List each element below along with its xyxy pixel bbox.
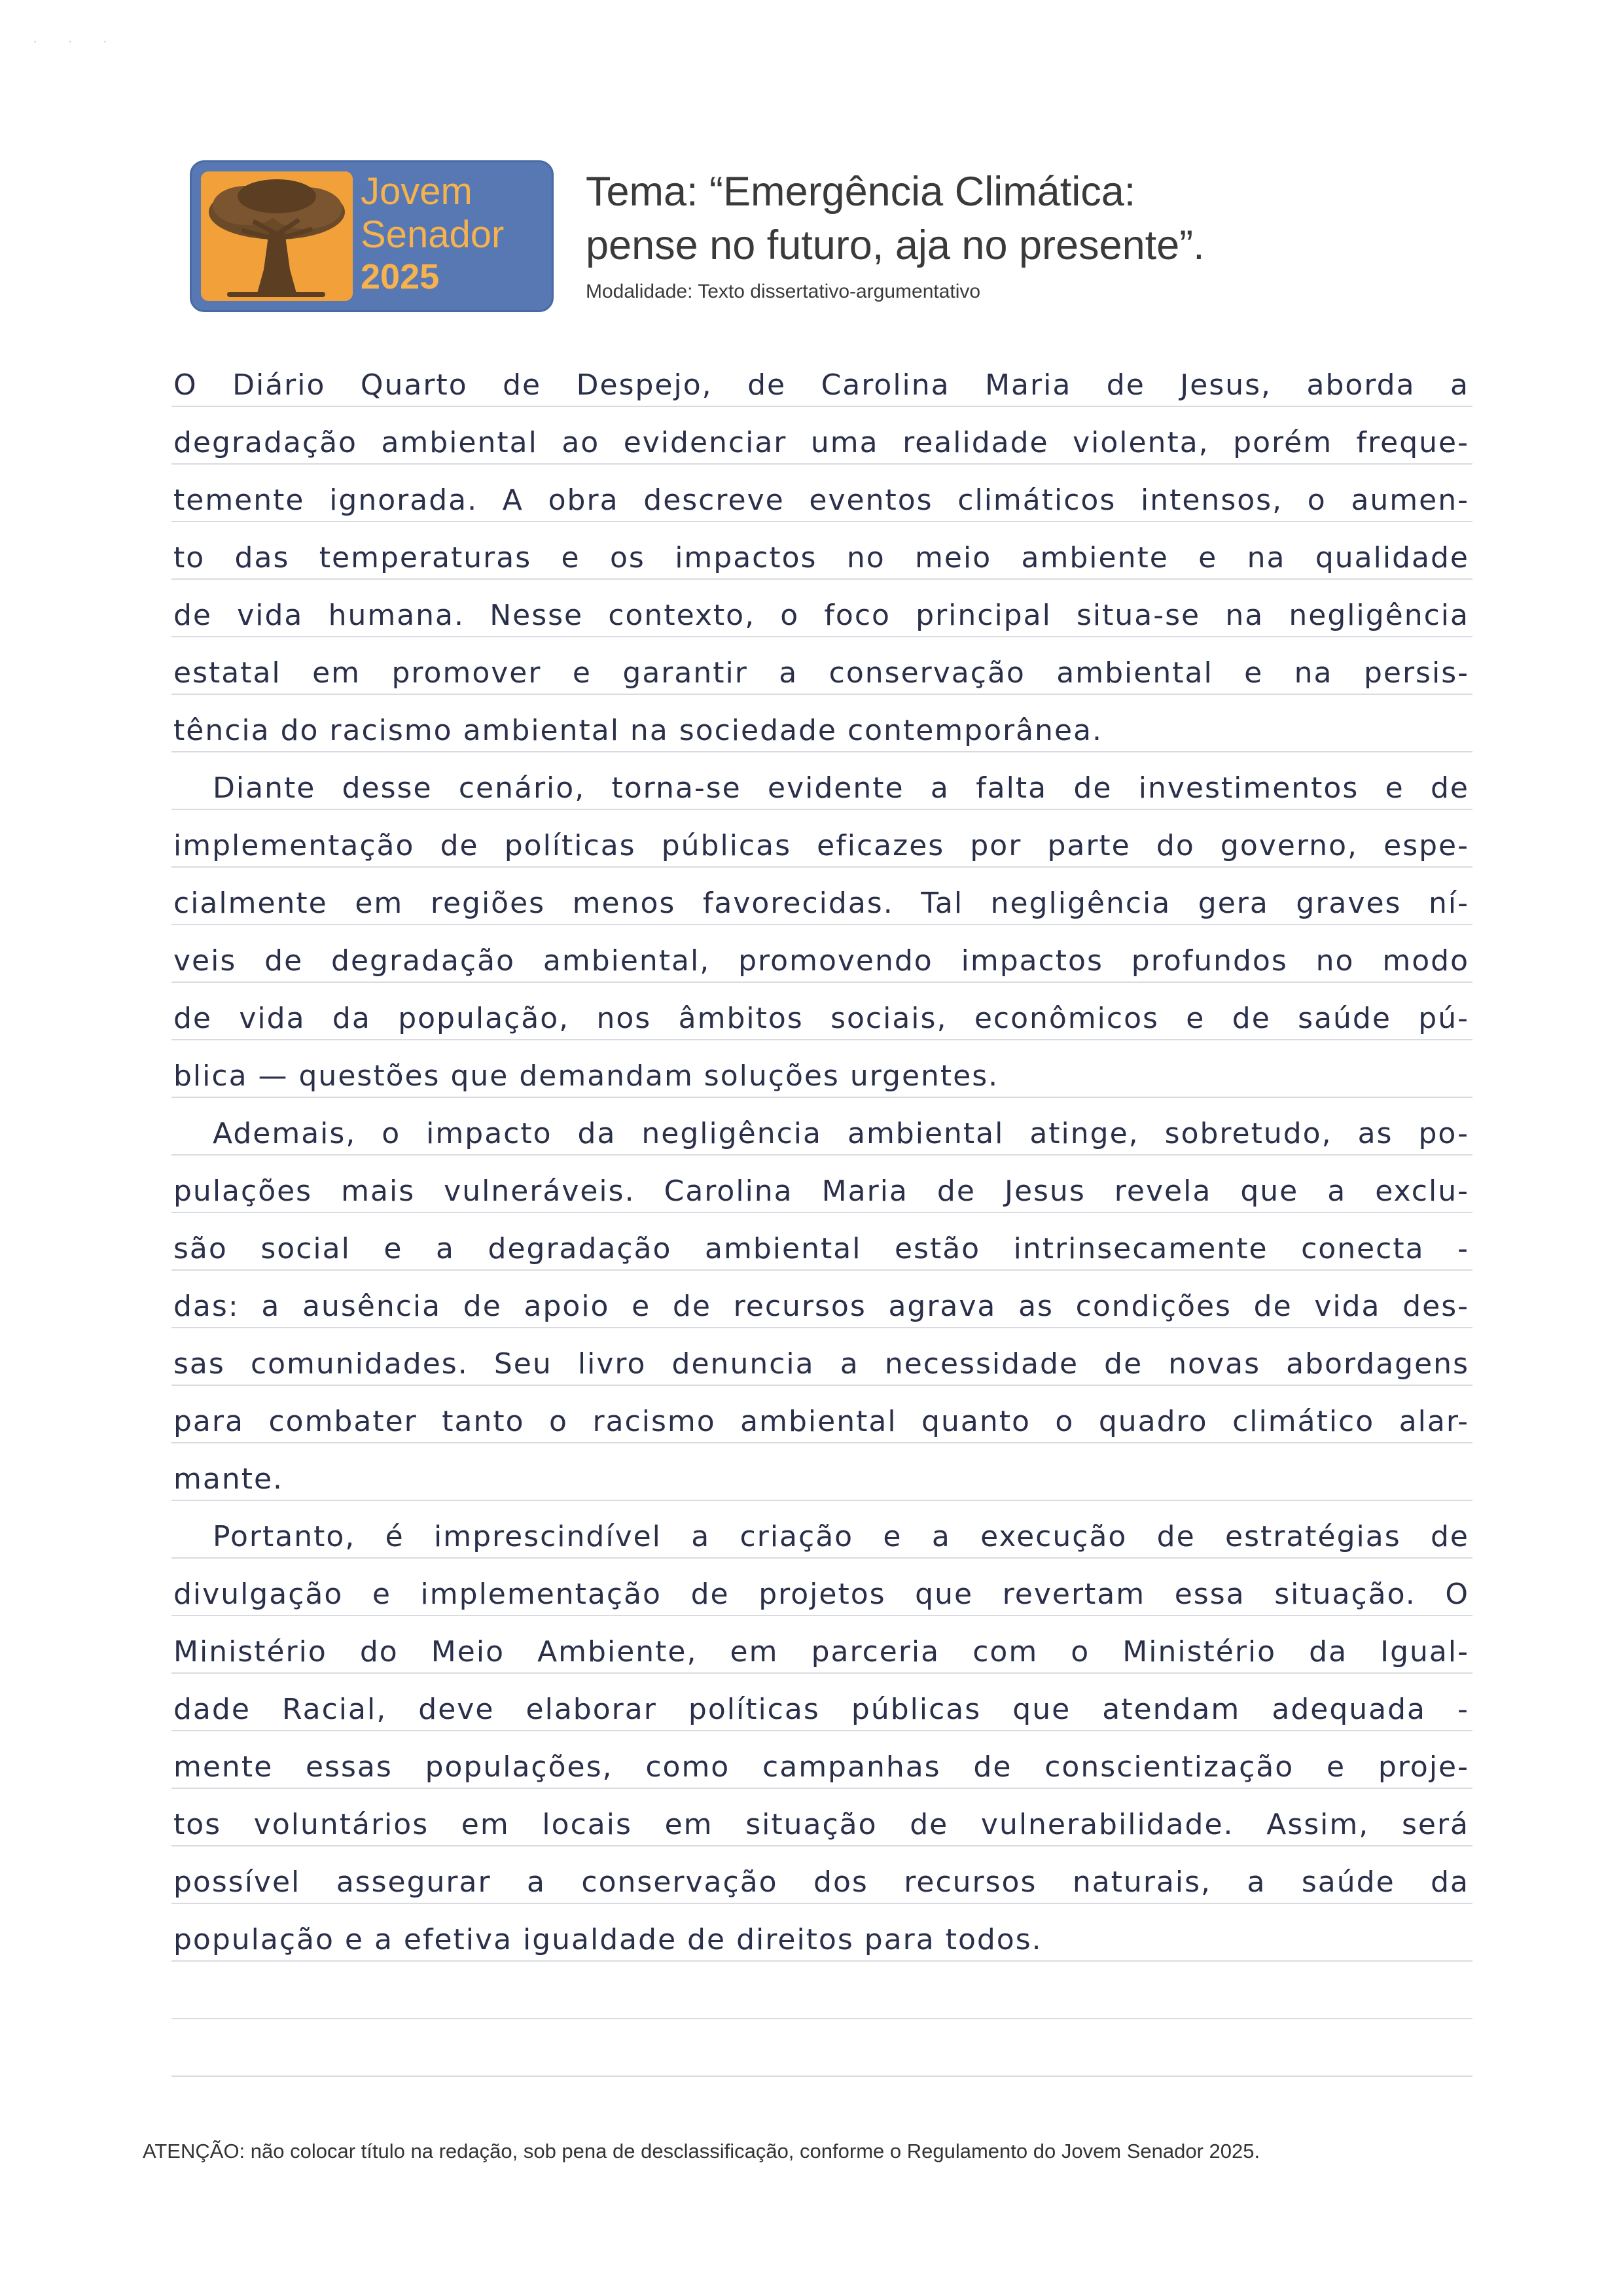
- essay-line: Diante desse cenário, torna-se evidente a falta de investimentos e de: [213, 771, 1469, 805]
- ruled-line: [171, 578, 1472, 580]
- scan-artifacts: · · ·: [33, 33, 121, 49]
- ruled-line: [171, 1960, 1472, 1962]
- ruled-line: [171, 1385, 1472, 1386]
- essay-line: implementação de políticas públicas eficazes por parte do governo, espe-: [173, 829, 1469, 862]
- ruled-line: [171, 2075, 1472, 2077]
- ruled-line: [171, 2018, 1472, 2019]
- ruled-line: [171, 751, 1472, 752]
- essay-line: população e a efetiva igualdade de direitos para todos.: [173, 1923, 1043, 1956]
- ruled-line: [171, 1327, 1472, 1328]
- ruled-line: [171, 406, 1472, 407]
- ruled-line: [171, 1212, 1472, 1213]
- essay-line: sas comunidades. Seu livro denuncia a necessidade de novas abordagens: [173, 1347, 1469, 1381]
- ruled-line: [171, 1903, 1472, 1904]
- ruled-line: [171, 1269, 1472, 1271]
- ruled-line: [171, 636, 1472, 637]
- ruled-line: [171, 866, 1472, 868]
- modalidade: Modalidade: Texto dissertativo-argumentativo: [586, 281, 981, 302]
- essay-line: tência do racismo ambiental na sociedade contemporânea.: [173, 714, 1103, 747]
- ruled-line: [171, 1672, 1472, 1674]
- essay-line: Ademais, o impacto da negligência ambiental atinge, sobretudo, as po-: [213, 1117, 1469, 1150]
- ruled-line: [171, 1845, 1472, 1846]
- ruled-line: [171, 694, 1472, 695]
- essay-line: pulações mais vulneráveis. Carolina Maria de Jesus revela que a exclu-: [173, 1174, 1469, 1208]
- essay-line: blica — questões que demandam soluções urgentes.: [173, 1059, 999, 1093]
- logo-line-2: Senador: [361, 213, 505, 256]
- essay-line: estatal em promover e garantir a conservação ambiental e na persis-: [173, 656, 1469, 690]
- ruled-line: [171, 981, 1472, 983]
- logo-year: 2025: [361, 257, 440, 296]
- essay-line: mante.: [173, 1462, 284, 1496]
- essay-line: dade Racial, deve elaborar políticas públicas que atendam adequada -: [173, 1693, 1469, 1726]
- ruled-line: [171, 1557, 1472, 1559]
- tree-icon: [201, 171, 353, 301]
- essay-line: O Diário Quarto de Despejo, de Carolina Maria de Jesus, aborda a: [173, 368, 1469, 402]
- jovem-senador-logo: [190, 160, 554, 312]
- essay-line: possível assegurar a conservação dos recursos naturais, a saúde da: [173, 1865, 1469, 1899]
- ruled-line: [171, 1039, 1472, 1040]
- essay-line: veis de degradação ambiental, promovendo impactos profundos no modo: [173, 944, 1469, 978]
- essay-line: divulgação e implementação de projetos que revertam essa situação. O: [173, 1578, 1469, 1611]
- ruled-line: [171, 1615, 1472, 1616]
- tema-line-1: Tema: “Emergência Climática:: [586, 169, 1136, 215]
- essay-line: Portanto, é imprescindível a criação e a execução de estratégias de: [213, 1520, 1469, 1553]
- logo-line-1: Jovem: [361, 170, 473, 213]
- essay-line: mente essas populações, como campanhas de conscientização e proje-: [173, 1750, 1469, 1784]
- header: [586, 165, 1436, 308]
- essay-line: são social e a degradação ambiental estão intrinsecamente conecta -: [173, 1232, 1469, 1265]
- logo-text: [361, 170, 550, 297]
- ruled-line: [171, 1442, 1472, 1443]
- essay-line: degradação ambiental ao evidenciar uma realidade violenta, porém freque-: [173, 426, 1469, 459]
- tema-line-2: pense no futuro, aja no presente”.: [586, 222, 1205, 268]
- essay-line: Ministério do Meio Ambiente, em parceria com o Ministério da Igual-: [173, 1635, 1469, 1669]
- essay-line: de vida humana. Nesse contexto, o foco principal situa-se na negligência: [173, 599, 1469, 632]
- ruled-line: [171, 463, 1472, 465]
- ruled-line: [171, 924, 1472, 925]
- ruled-line: [171, 809, 1472, 810]
- essay-line: temente ignorada. A obra descreve eventos climáticos intensos, o aumen-: [173, 484, 1469, 517]
- essay-line: de vida da população, nos âmbitos sociais, econômicos e de saúde pú-: [173, 1002, 1469, 1035]
- essay-line: cialmente em regiões menos favorecidas. Tal negligência gera graves ní-: [173, 887, 1469, 920]
- ruled-line: [171, 1154, 1472, 1156]
- ruled-line: [171, 1500, 1472, 1501]
- ruled-line: [171, 521, 1472, 522]
- ruled-line: [171, 1788, 1472, 1789]
- essay-line: to das temperaturas e os impactos no meio ambiente e na qualidade: [173, 541, 1469, 574]
- essay-line: tos voluntários em locais em situação de vulnerabilidade. Assim, será: [173, 1808, 1469, 1841]
- ruled-line: [171, 1730, 1472, 1731]
- essay-line: para combater tanto o racismo ambiental quanto o quadro climático alar-: [173, 1405, 1469, 1438]
- footer-notice: ATENÇÃO: não colocar título na redação, sob pena de desclassificação, conforme o Regulamento do Jovem Senador 2025.: [143, 2140, 1260, 2163]
- ruled-line: [171, 1097, 1472, 1098]
- essay-line: das: a ausência de apoio e de recursos agrava as condições de vida des-: [173, 1290, 1469, 1323]
